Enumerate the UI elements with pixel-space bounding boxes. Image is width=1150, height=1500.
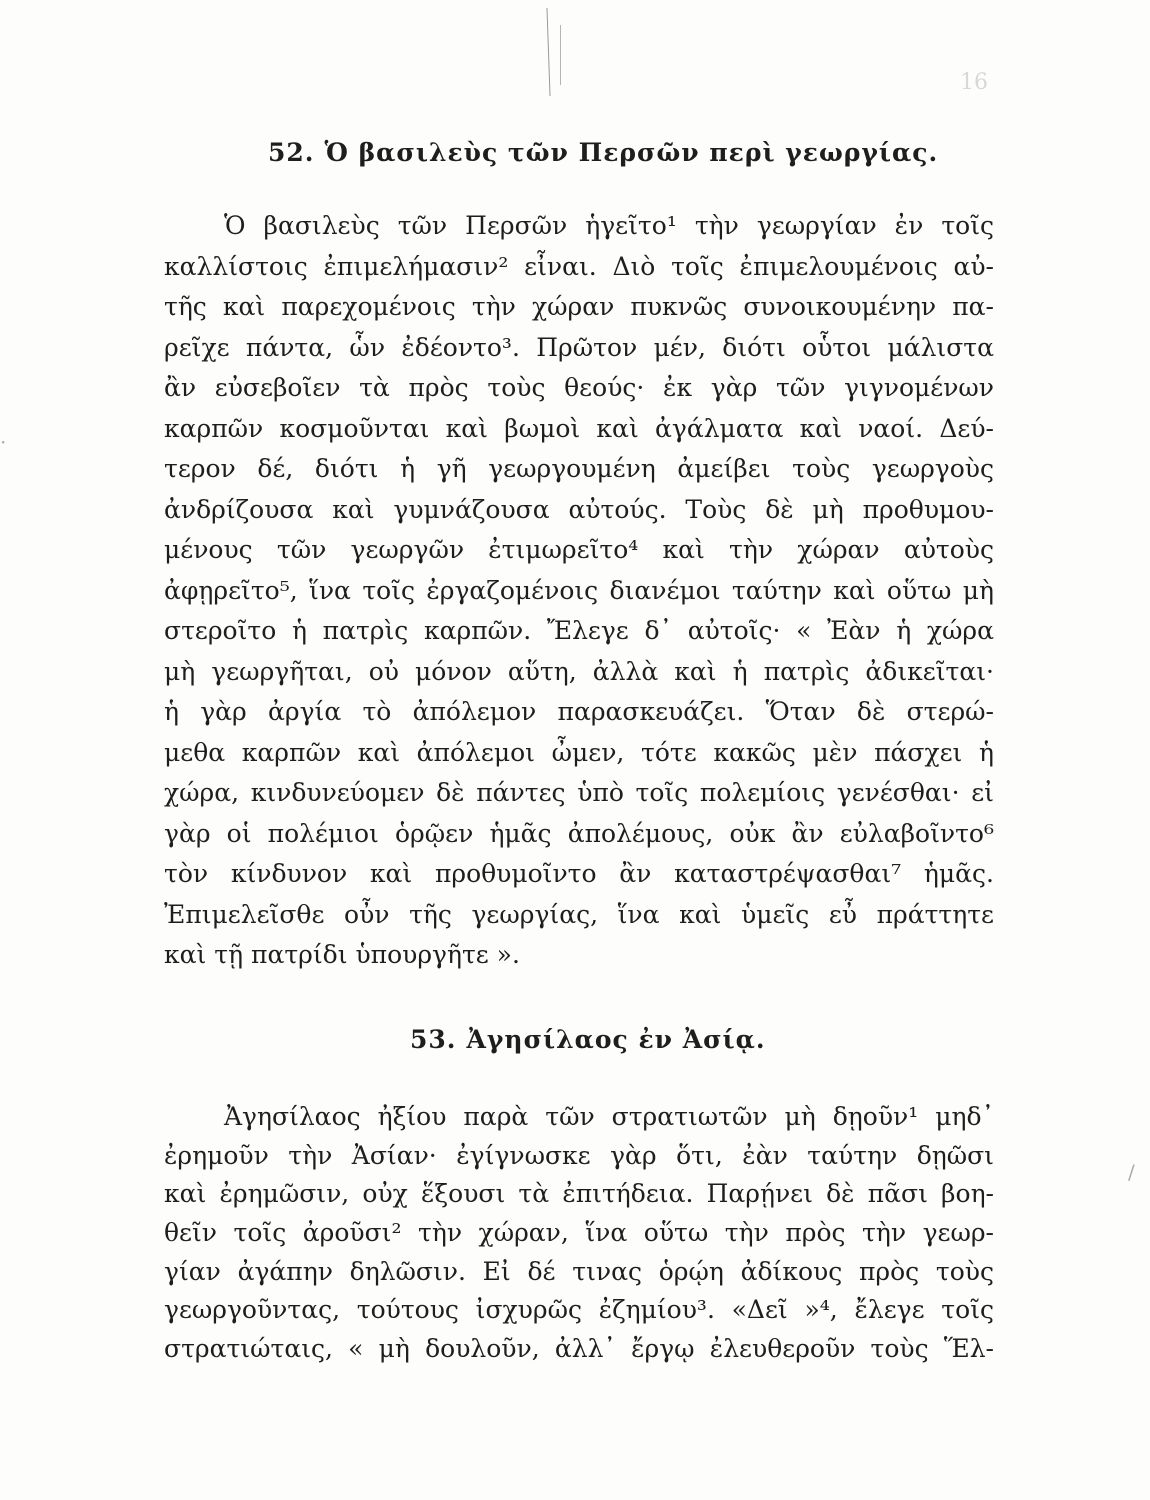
margin-speck: · (0, 430, 7, 454)
text-line: καρπῶν κοσμοῦνται καὶ βωμοὶ καὶ ἀγάλματα καὶ ναοί. Δεύ- (164, 413, 994, 443)
text-line: στεροῖτο ἡ πατρὶς καρπῶν. Ἔλεγε δ᾽ αὐτοῖς· « Ἐὰν ἡ χώρα (164, 616, 994, 645)
margin-speck: / (1128, 1160, 1135, 1184)
text-line: τῆς καὶ παρεχομένοις τὴν χώραν πυκνῶς συνοικουμένην πα- (164, 292, 994, 321)
section-number: 52. (268, 138, 315, 167)
text-line: μὴ γεωργῆται, οὐ μόνον αὕτη, ἀλλὰ καὶ ἡ πατρὶς ἀδικεῖται· (164, 656, 994, 686)
text-line: γίαν ἀγάπην δηλῶσιν. Εἰ δέ τινας ὁρῴη ἀδίκους πρὸς τοὺς (164, 1256, 994, 1286)
text-line: τερον δέ, διότι ἡ γῆ γεωργουμένη ἀμείβει τοὺς γεωργοὺς (164, 454, 994, 483)
text-line: στρατιώταις, « μὴ δουλοῦν, ἀλλ᾽ ἔργῳ ἐλευθεροῦν τοὺς Ἕλ- (164, 1334, 994, 1364)
text-line: ἀφῃρεῖτο⁵, ἵνα τοῖς ἐργαζομένοις διανέμοι ταύτην καὶ οὕτω μὴ (164, 575, 994, 605)
section-title: Ἀγησίλαος ἐν Ἀσίᾳ. (466, 1025, 766, 1054)
text-line: Ἀγησίλαος ἠξίου παρὰ τῶν στρατιωτῶν μὴ δῃοῦν¹ μηδ᾽ (224, 1102, 994, 1131)
bleed-through-page-number: 16 (960, 70, 988, 95)
text-line: καλλίστοις ἐπιμελήμασιν² εἶναι. Διὸ τοῖς ἐπιμελουμένοις αὐ- (164, 251, 994, 281)
text-line: Ἐπιμελεῖσθε οὖν τῆς γεωργίας, ἵνα καὶ ὑμεῖς εὖ πράττητε (164, 899, 994, 929)
text-line: μένους τῶν γεωργῶν ἐτιμωρεῖτο⁴ καὶ τὴν χώραν αὐτοὺς (164, 535, 994, 564)
text-line: Ὁ βασιλεὺς τῶν Περσῶν ἡγεῖτο¹ τὴν γεωργίαν ἐν τοῖς (224, 211, 994, 240)
text-line: θεῖν τοῖς ἀροῦσι² τὴν χώραν, ἵνα οὕτω τὴν πρὸς τὴν γεωρ- (164, 1218, 994, 1248)
section-title: Ὁ βασιλεὺς τῶν Περσῶν περὶ γεωργίας. (324, 138, 939, 167)
text-line: ἂν εὐσεβοῖεν τὰ πρὸς τοὺς θεούς· ἐκ γὰρ τῶν γιγνομένων (164, 373, 994, 402)
text-line: ἡ γὰρ ἀργία τὸ ἀπόλεμον παρασκευάζει. Ὅταν δὲ στερώ- (164, 697, 994, 726)
section-52-heading (268, 138, 938, 167)
text-line: γεωργοῦντας, τούτους ἰσχυρῶς ἐζημίου³. «Δεῖ »⁴, ἔλεγε τοῖς (164, 1295, 994, 1325)
section-53-text (164, 1098, 994, 1369)
text-line: χώρα, κινδυνεύομεν δὲ πάντες ὑπὸ τοῖς πολεμίοις γενέσθαι· εἰ (164, 778, 994, 807)
text-line: ἀνδρίζουσα καὶ γυμνάζουσα αὐτούς. Τοὺς δὲ μὴ προθυμου- (164, 494, 994, 524)
section-number: 53. (410, 1025, 457, 1054)
text-line: μεθα καρπῶν καὶ ἀπόλεμοι ὦμεν, τότε κακῶς μὲν πάσχει ἡ (164, 737, 994, 767)
text-line: καὶ τῇ πατρίδι ὑπουργῆτε ». (164, 940, 520, 969)
section-52-text (164, 206, 994, 976)
text-line: τὸν κίνδυνον καὶ προθυμοῖντο ἂν καταστρέψασθαι⁷ ἡμᾶς. (164, 859, 994, 888)
bleed-through-mark (546, 8, 550, 96)
section-53-heading (410, 1025, 766, 1054)
text-line: ἐρημοῦν τὴν Ἀσίαν· ἐγίγνωσκε γὰρ ὅτι, ἐὰν ταύτην δῃῶσι (164, 1140, 994, 1170)
text-line: ρεῖχε πάντα, ὧν ἐδέοντο³. Πρῶτον μέν, διότι οὗτοι μάλιστα (164, 332, 994, 362)
text-line: καὶ ἐρημῶσιν, οὐχ ἕξουσι τὰ ἐπιτήδεια. Παρῄνει δὲ πᾶσι βοη- (164, 1179, 994, 1209)
text-line: γὰρ οἱ πολέμιοι ὁρῷεν ἡμᾶς ἀπολέμους, οὐκ ἂν εὐλαβοῖντο⁶ (164, 818, 994, 848)
bleed-through-mark (560, 25, 561, 85)
